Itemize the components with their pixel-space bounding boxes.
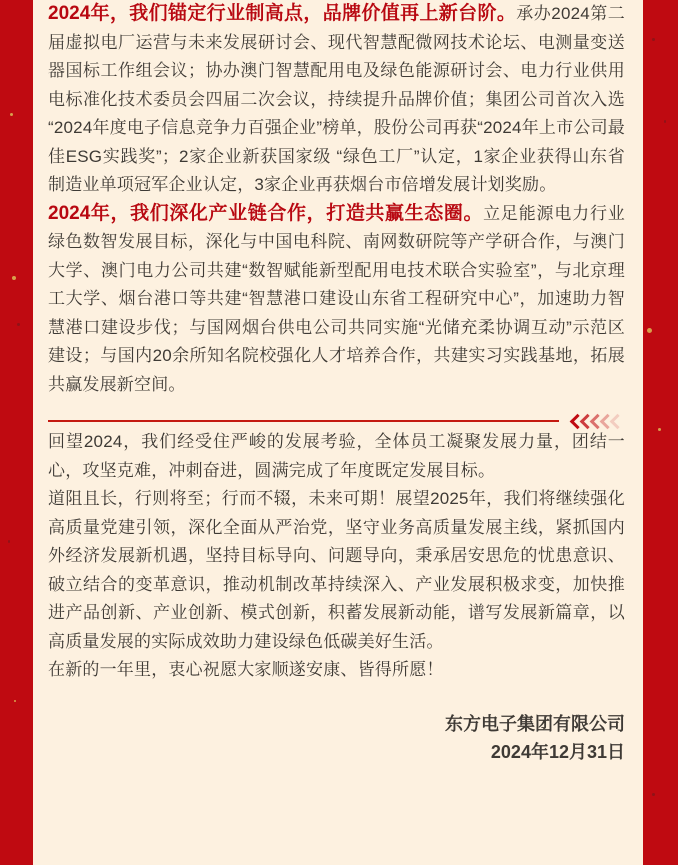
paragraph-lead: 2024年，我们深化产业链合作，打造共赢生态圈。	[48, 202, 484, 224]
chevron-left-icon	[610, 413, 626, 429]
closing-paragraph-outlook: 道阻且长，行则将至；行而不辍，未来可期！展望2025年，我们将继续强化高质量党建引领，深化全面从严治党，坚守业务高质量发展主线，紧抓国内外经济发展新机遇，坚持目标导向、问题导向，秉承居安思危的忧患意识、破立结合的变革意识，推动机制改革持续深入、产业发展积极求变，加快推进产品创新、产业创新、模式创新，积蓄发展新动能，谱写发展新篇章，以高质量发展的实际成效助力建设绿色低碳美好生活。	[48, 489, 625, 651]
signature-block	[48, 710, 625, 767]
texture-speckle	[664, 120, 666, 123]
paragraph-achievements	[48, 0, 625, 200]
texture-speckle	[658, 428, 661, 431]
texture-speckle	[652, 793, 655, 796]
texture-speckle	[12, 276, 16, 280]
closing-paragraph-wishes: 在新的一年里，衷心祝愿大家顺遂安康、皆得所愿！	[48, 660, 444, 679]
texture-speckle	[17, 323, 20, 326]
divider-line	[48, 420, 559, 422]
texture-speckle	[14, 700, 16, 702]
article-card	[33, 0, 643, 865]
signature-date: 2024年12月31日	[490, 742, 625, 762]
section-divider	[48, 414, 625, 428]
closing-paragraph-review: 回望2024，我们经受住严峻的发展考验，全体员工凝聚发展力量，团结一心，攻坚克难，冲刺奋进，圆满完成了年度既定发展目标。	[48, 432, 625, 480]
paragraph-body: 立足能源电力行业绿色数智发展目标，深化与中国电科院、南网数研院等产学研合作，与澳门大学、澳门电力公司共建“数智赋能新型配用电技术联合实验室”，与北京理工大学、烟台港口等共建“智慧港口建设山东省工程研究中心”，加速助力智慧港口建设步伐；与国网烟台供电公司共同实施“光储充柔协调互动”示范区建设；与国内20余所知名院校强化人才培养合作，共建实习实践基地，拓展共赢发展新空间。	[48, 203, 625, 394]
fast-rewind-chevrons-icon	[573, 416, 625, 427]
texture-speckle	[652, 38, 655, 41]
texture-speckle	[8, 540, 10, 543]
paragraph-lead: 2024年，我们锚定行业制高点，品牌价值再上新台阶。	[48, 3, 517, 24]
paragraph-body: 承办2024第二届虚拟电厂运营与未来发展研讨会、现代智慧配微网技术论坛、电测量变送器国标工作组会议；协办澳门智慧配用电及绿色能源研讨会、电力行业供用电标准化技术委员会四届二次会议，持续提升品牌价值；集团公司首次入选“2024年度电子信息竞争力百强企业”榜单，股份公司再获“2024年上市公司最佳ESG实践奖”；2家企业新获国家级 “绿色工厂”认定，1家企业获得山东省制造业单项冠军企业认定，3家企业再获烟台市倍增发展计划奖励。	[48, 4, 625, 194]
texture-speckle	[647, 328, 652, 333]
company-signature: 东方电子集团有限公司	[445, 713, 625, 734]
texture-speckle	[10, 113, 13, 116]
paragraph-cooperation	[48, 200, 625, 400]
